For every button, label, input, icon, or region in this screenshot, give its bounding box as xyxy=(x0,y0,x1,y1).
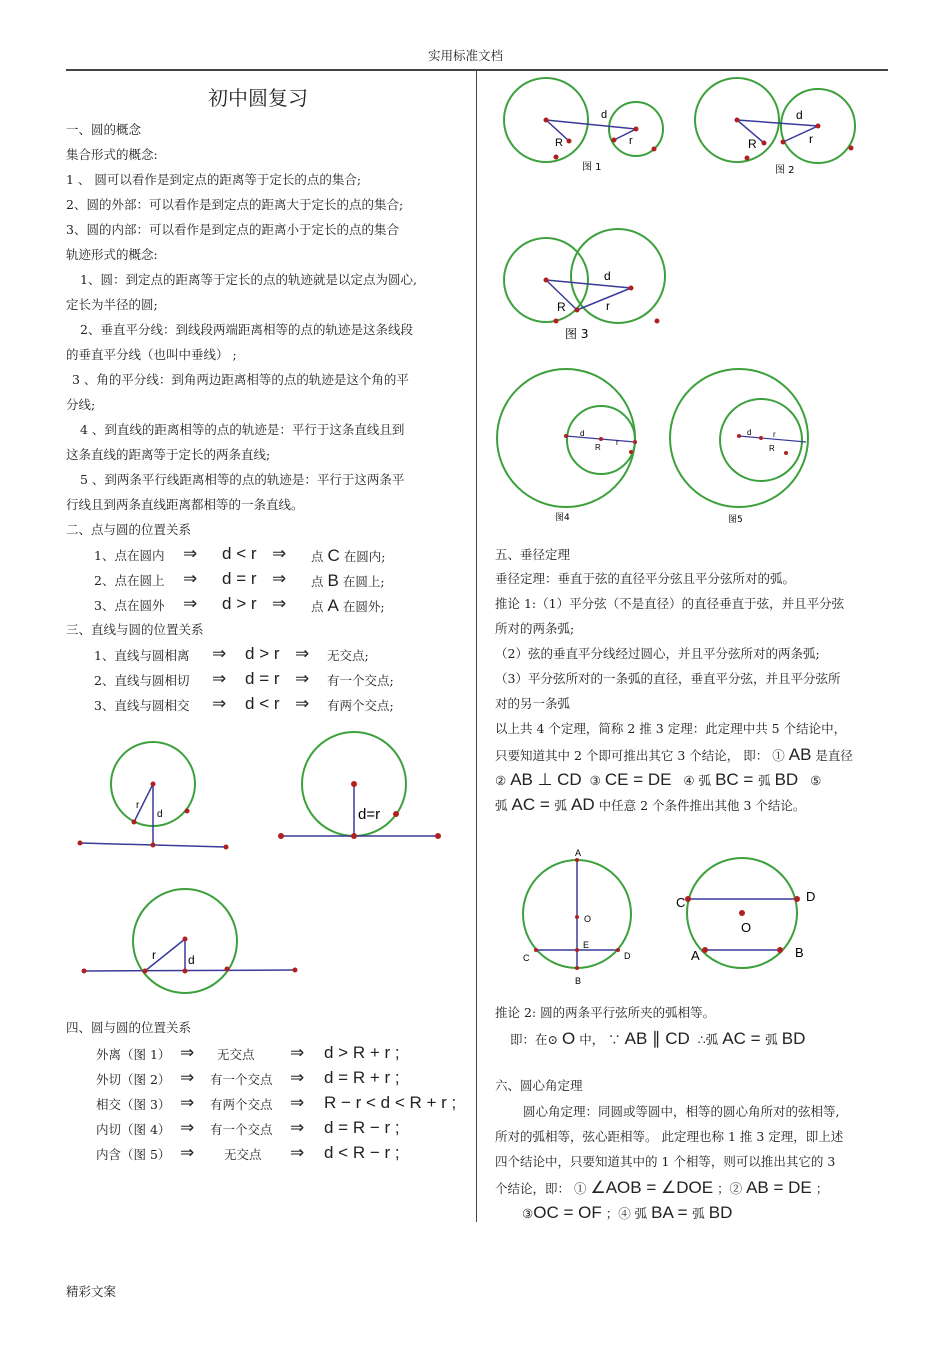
label-d: d xyxy=(157,809,163,820)
s4-result: 有一个交点 xyxy=(210,1072,273,1087)
s5-line1: 垂径定理：垂直于弦的直径平分弦且平分弦所对的弧。 xyxy=(495,571,796,586)
label-A: A xyxy=(691,948,700,963)
s2-result: 点 B 在圆上; xyxy=(311,571,385,590)
label-r: r xyxy=(136,800,140,811)
s4-row-label: 内含（图 5） xyxy=(96,1147,171,1162)
s1-heading: 一、圆的概念 xyxy=(66,122,142,137)
label-r: r xyxy=(606,299,610,313)
s2-formula: d < r xyxy=(222,544,257,563)
s2-formula: d > r xyxy=(222,594,257,613)
figure-caption: 图 2 xyxy=(775,165,795,176)
label-A: A xyxy=(575,848,582,858)
s2-result: 点 A 在圆外; xyxy=(311,596,385,615)
s5-line7: 以上共 4 个定理，简称 2 推 3 定理：此定理中共 5 个结论中， xyxy=(495,721,847,736)
label-d: d xyxy=(796,108,803,122)
s1-m1b: 定长为半径的圆; xyxy=(66,297,158,312)
implies-arrow: ⇒ xyxy=(180,1043,195,1062)
implies-arrow: ⇒ xyxy=(212,694,227,713)
s6-line2: 所对的弧相等，弦心距相等。 此定理也称 1 推 3 定理，即上述 xyxy=(495,1129,844,1144)
s4-result: 无交点 xyxy=(217,1047,255,1062)
s5-line5: （3）平分弦所对的一条弧的直径，垂直平分弦，并且平分弦所 xyxy=(495,671,841,686)
s1-sub2: 轨迹形式的概念: xyxy=(66,247,158,262)
s4-row-label: 内切（图 4） xyxy=(96,1122,171,1137)
label-O: O xyxy=(584,914,592,924)
s1-line3: 3、圆的内部：可以看作是到定点的距离小于定长的点的集合 xyxy=(66,222,399,237)
s4-formula: d > R + r ; xyxy=(324,1043,400,1062)
s4-formula: d = R − r ; xyxy=(324,1118,400,1137)
s5-line10: 弧 AC = 弧 AD 中任意 2 个条件推出其他 3 个结论。 xyxy=(495,795,806,814)
label-D: D xyxy=(624,951,631,961)
implies-arrow: ⇒ xyxy=(180,1143,195,1162)
s6-line1: 圆心角定理：同圆或等圆中，相等的圆心角所对的弦相等, xyxy=(523,1104,840,1119)
s2-row-label: 1、点在圆内 xyxy=(94,548,165,563)
label-C: C xyxy=(523,953,530,963)
s5-corollary2: 推论 2: 圆的两条平行弦所夹的弧相等。 xyxy=(495,1005,716,1020)
label-D: D xyxy=(806,889,816,904)
s1-m3b: 分线; xyxy=(66,397,96,412)
s1-m3a: 3 、角的平分线：到角两边距离相等的点的轨迹是这个角的平 xyxy=(72,372,409,387)
s5-heading: 五、垂径定理 xyxy=(495,547,571,562)
s5-corollary2-proof: 即：在⊙ O 中， ∵ AB ∥ CD ∴弧 AC = 弧 BD xyxy=(510,1029,806,1048)
implies-arrow: ⇒ xyxy=(295,644,310,663)
s1-m1a: 1、圆：到定点的距离等于定长的点的轨迹就是以定点为圆心, xyxy=(80,272,417,287)
s1-m2b: 的垂直平分线（也叫中垂线） ; xyxy=(66,347,237,362)
implies-arrow: ⇒ xyxy=(183,594,198,613)
implies-arrow: ⇒ xyxy=(180,1068,195,1087)
label-r: r xyxy=(809,132,813,146)
s2-result: 点 C 在圆内; xyxy=(311,546,386,565)
label-R: R xyxy=(557,300,566,314)
label-R: R xyxy=(769,444,775,453)
s3-heading: 三、直线与圆的位置关系 xyxy=(66,622,204,637)
page-footer: 精彩文案 xyxy=(66,1284,117,1299)
label-d: d xyxy=(747,428,752,437)
implies-arrow: ⇒ xyxy=(272,594,287,613)
s4-formula: d = R + r ; xyxy=(324,1068,400,1087)
label-d: d xyxy=(601,109,608,121)
label-O: O xyxy=(741,920,752,935)
s5-line4: （2）弦的垂直平分线经过圆心，并且平分弦所对的两条弧; xyxy=(495,646,820,661)
figure-caption: 图5 xyxy=(728,515,743,525)
s4-result: 有一个交点 xyxy=(210,1122,273,1137)
label-R: R xyxy=(555,137,563,149)
s4-row-label: 外离（图 1） xyxy=(96,1047,171,1062)
implies-arrow: ⇒ xyxy=(180,1118,195,1137)
label-B: B xyxy=(575,976,582,986)
s6-line5: ③OC = OF ；④ 弧 BA = 弧 BD xyxy=(522,1203,733,1222)
implies-arrow: ⇒ xyxy=(180,1093,195,1112)
s6-heading: 六、圆心角定理 xyxy=(495,1078,583,1093)
s3-result: 无交点; xyxy=(327,648,369,663)
implies-arrow: ⇒ xyxy=(290,1143,305,1162)
s5-line2: 推论 1:（1）平分弦（不是直径）的直径垂直于弦，并且平分弦 xyxy=(495,596,845,611)
s3-result: 有两个交点; xyxy=(327,698,394,713)
s2-row-label: 2、点在圆上 xyxy=(94,573,165,588)
s5-line8: 只要知道其中 2 个即可推出其它 3 个结论， 即： ① AB 是直径 xyxy=(495,745,853,764)
s3-row-label: 1、直线与圆相离 xyxy=(94,648,190,663)
label-r: r xyxy=(629,135,633,147)
label-B: B xyxy=(795,945,804,960)
s4-result: 无交点 xyxy=(224,1147,262,1162)
implies-arrow: ⇒ xyxy=(183,544,198,563)
figure-caption: 图 3 xyxy=(565,327,589,341)
label-r: r xyxy=(616,438,619,447)
label-E: E xyxy=(583,940,590,950)
s4-formula: R − r < d < R + r ; xyxy=(324,1093,457,1112)
s1-m5b: 行线且到两条直线距离都相等的一条直线。 xyxy=(66,497,304,512)
s1-m2a: 2、垂直平分线：到线段两端距离相等的点的轨迹是这条线段 xyxy=(80,322,413,337)
s4-row-label: 相交（图 3） xyxy=(96,1097,171,1112)
s4-result: 有两个交点 xyxy=(210,1097,273,1112)
s3-row-label: 3、直线与圆相交 xyxy=(94,698,190,713)
s1-m5a: 5 、到两条平行线距离相等的点的轨迹是：平行于这两条平 xyxy=(80,472,405,487)
s1-line1: 1 、 圆可以看作是到定点的距离等于定长的点的集合; xyxy=(66,172,362,187)
s3-formula: d < r xyxy=(245,694,280,713)
implies-arrow: ⇒ xyxy=(183,569,198,588)
page-header: 实用标准文档 xyxy=(428,48,504,63)
label-R: R xyxy=(748,137,757,151)
implies-arrow: ⇒ xyxy=(290,1093,305,1112)
implies-arrow: ⇒ xyxy=(290,1043,305,1062)
label-r: r xyxy=(773,430,776,439)
label-C: C xyxy=(676,895,686,910)
s3-row-label: 2、直线与圆相切 xyxy=(94,673,190,688)
s6-line3: 四个结论中，只要知道其中的 1 个相等，则可以推出其它的 3 xyxy=(495,1154,836,1169)
s4-formula: d < R − r ; xyxy=(324,1143,400,1162)
s3-result: 有一个交点; xyxy=(327,673,394,688)
label-d: d xyxy=(604,269,611,283)
label-R: R xyxy=(595,443,601,452)
label-d: d xyxy=(580,429,585,438)
implies-arrow: ⇒ xyxy=(272,544,287,563)
s1-m4a: 4 、到直线的距离相等的点的轨迹是：平行于这条直线且到 xyxy=(80,422,405,437)
s5-line9: ② AB ⊥ CD ③ CE = DE ④ 弧 BC = 弧 BD ⑤ xyxy=(495,770,822,789)
s4-heading: 四、圆与圆的位置关系 xyxy=(66,1020,192,1035)
s2-formula: d = r xyxy=(222,569,257,588)
implies-arrow: ⇒ xyxy=(295,694,310,713)
label-d: d xyxy=(188,953,195,967)
label-r: r xyxy=(152,948,156,962)
implies-arrow: ⇒ xyxy=(212,669,227,688)
implies-arrow: ⇒ xyxy=(295,669,310,688)
s5-line6: 对的另一条弧 xyxy=(495,696,571,711)
implies-arrow: ⇒ xyxy=(272,569,287,588)
s5-line3: 所对的两条弧; xyxy=(495,621,575,636)
s6-line4: 个结论，即： ① ∠AOB = ∠DOE ；② AB = DE ； xyxy=(495,1178,829,1197)
s1-line2: 2、圆的外部：可以看作是到定点的距离大于定长的点的集合; xyxy=(66,197,404,212)
s2-heading: 二、点与圆的位置关系 xyxy=(66,522,192,537)
s1-sub1: 集合形式的概念: xyxy=(66,147,158,162)
label-d-equals-r: d=r xyxy=(358,806,381,823)
implies-arrow: ⇒ xyxy=(212,644,227,663)
implies-arrow: ⇒ xyxy=(290,1118,305,1137)
s3-formula: d > r xyxy=(245,644,280,663)
figure-caption: 图 1 xyxy=(582,162,602,173)
figure-caption: 图4 xyxy=(555,513,570,523)
s1-m4b: 这条直线的距离等于定长的两条直线; xyxy=(66,447,271,462)
s4-row-label: 外切（图 2） xyxy=(96,1072,171,1087)
s2-row-label: 3、点在圆外 xyxy=(94,598,165,613)
page-title: 初中圆复习 xyxy=(208,86,308,110)
implies-arrow: ⇒ xyxy=(290,1068,305,1087)
s3-formula: d = r xyxy=(245,669,280,688)
